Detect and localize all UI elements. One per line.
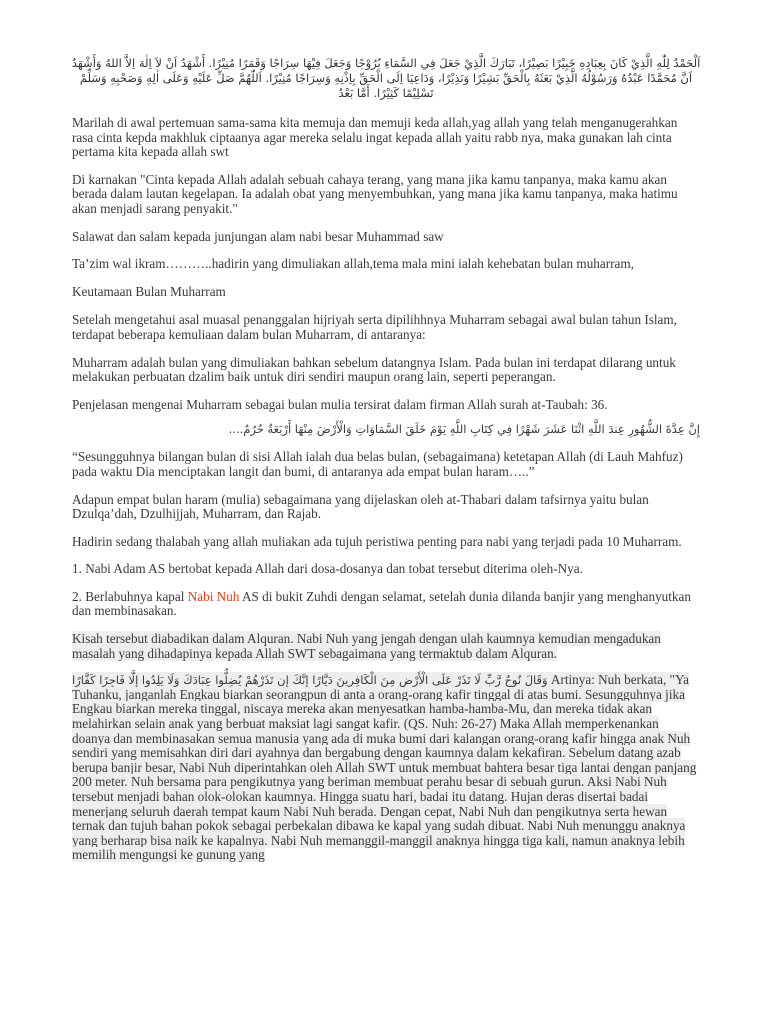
paragraph-alquran-story: Kisah tersebut diabadikan dalam Alquran. Nabi Nuh yang jengah dengan ulah kaumnya kemudian mengadukan masalah yang dihadapinya kepada Allah SWT sebagaimana yang termaktub dalam Alquran. [72, 631, 661, 661]
paragraph-four-months: Adapun empat bulan haram (mulia) sebagaimana yang dijelaskan oleh at-Thabari dalam tafsirnya yaitu bulan Dzulqa’dah, Dzulhijjah, Muharram, dan Rajab. [72, 491, 649, 522]
list-item-nuh [72, 590, 700, 619]
list-item-nuh-after: AS di bukit Zuhdi dengan selamat, setelah dunia dilanda banjir yang menghanyutkan dan membinasakan. [72, 588, 691, 619]
arabic-opening-prayer: اَلْحَمْدُ لِلّٰهِ الَّذِيْ كَانَ بِعِبَادِهِ خَبِيْرًا بَصِيْرًا، تَبَارَكَ الَّذِيْ جَعَلَ فِي السَّمَاءِ بُرُوْجًا وَجَعَلَ فِيْهَا سِرَاجًا وَقَمَرًا مُنِيْرًا. أَشْهَدُ اَنْ لاَ اِلٰهَ اِلاَّ اللهُ وَأَشْهَدُ اَنَّ مُحَمَّدًا عَبْدُهُ وَرَسُوْلُهُ الَّذِيْ بَعَثَهُ بِالْحَقِّ بَشِيْرًا وَنَذِيْرًا، وَدَاعِيَا اِلَى الْحَقِّ بِاِذْنِهِ وَسِرَاجًا مُنِيْرًا. اَللّٰهُمَّ صَلِّ عَلَيْهِ وَعَلَى اٰلِهِ وَصَحْبِهِ وَسَلِّمْ تَسْلِيْمًا كَثِيْرًا. أَمَّا بَعْدُ [71, 56, 701, 100]
nuh-story-text: Artinya: Nuh berkata, "Ya Tuhanku, janganlah Engkau biarkan seorangpun di anta a orang-orang kafir tinggal di atas bumi. Sesungguhnya jika Engkau biarkan mereka tinggal, niscaya mereka akan menyesatkan hamba-hamba-Mu, dan mereka tidak akan melahirkan selain anak yang berbuat maksiat lagi sangat kafir. (QS. Nuh: 26-27) Maka Allah memperkenankan doanya dan membinasakan semua manusia yang ada di muka bumi dari kalangan orang-orang kafir hingga anak Nuh sendiri yang memisahkan diri dari ayahnya dan bergabung dengan kaumnya dalam kekafiran. Sebelum datang azab berupa banjir besar, Nabi Nuh diperintahkan oleh Allah SWT untuk membuat bahtera besar tiga lantai dengan panjang 200 meter. Nuh bersama para pengikutnya yang beriman membuat perahu besar di sebuah gurun. Aksi Nabi Nuh tersebut menjadi bahan olok-olokan kaumnya. Hingga suatu hari, badai itu datang. Hujan deras disertai badai menerjang seluruh daerah tempat kaum Nabi Nuh berada. Dengan cepat, Nabi Nuh dan pengikutnya serta hewan ternak dan tujuh bahan pokok sebagai perbekalan dibawa ke kapal yang sudah dibuat. Nabi Nuh menunggu anaknya yang berharap bisa naik ke kapalnya. Nabi Nuh memanggil-manggil anaknya hingga tiga kali, namun anaknya lebih memilih mengungsi ke gunung yang [72, 672, 697, 863]
paragraph-tazim: Ta’zim wal ikram………..hadirin yang dimuliakan allah,tema mala mini ialah kehebatan bulan muharram, [72, 256, 634, 272]
document-body [72, 116, 700, 876]
paragraph-verse-translation: “Sesungguhnya bilangan bulan di sisi Allah ialah dua belas bulan, (sebagaimana) ketetapan Allah (di Lauh Mahfuz) pada waktu Dia menciptakan langit dan bumi, di antaranya ada empat bulan haram…..” [72, 449, 683, 479]
paragraph-love-quote: Di karnakan "Cinta kepada Allah adalah sebuah cahaya terang, yang mana jika kamu tanpanya, maka kamu akan berada dalam lautan kegelapan. Ia adalah obat yang menyembuhkan, yang mana jika kamu tanpanya, maka hatimu akan menjadi sarang penyakit." [72, 171, 678, 216]
arabic-verse-at-taubah: إِنَّ عِدَّةَ الشُّهُورِ عِندَ اللَّهِ اثْنَا عَشَرَ شَهْرًا فِي كِتَابِ اللَّهِ يَوْمَ خَلَقَ السَّمَاوَاتِ وَالْأَرْضَ مِنْهَا أَرْبَعَةٌ حُرُمٌ.... [228, 422, 700, 437]
paragraph-seven-events: Hadirin sedang thalabah yang allah muliakan ada tujuh peristiwa penting para nabi yang terjadi pada 10 Muharram. [72, 533, 682, 549]
list-item-nuh-before: 2. Berlabuhnya kapal [72, 588, 188, 604]
nabi-nuh-link[interactable]: Nabi Nuh [187, 588, 240, 604]
arabic-verse-nuh: وَقَالَ نُوحٌ رَّبِّ لَا تَذَرْ عَلَى الْأَرْضِ مِنَ الْكَافِرِينَ دَيَّارًا إِنَّكَ إِن تَذَرْهُمْ يُضِلُّوا عِبَادَكَ وَلَا يَلِدُوا إِلَّا فَاجِرًا كَفَّارًا [72, 673, 548, 688]
paragraph-hijriyah: Setelah mengetahui asal muasal penanggalan hijriyah serta dipilihhnya Muharram sebagai awal bulan tahun Islam, terdapat beberapa kemuliaan dalam bulan Muharram, di antaranya: [72, 312, 677, 342]
list-item-adam: 1. Nabi Adam AS bertobat kepada Allah dari dosa-dosanya dan tobat tersebut diterima oleh-Nya. [72, 561, 583, 577]
paragraph-opening: Marilah di awal pertemuan sama-sama kita memuja dan memuji keda allah,yag allah yang telah menganugerahkan rasa cinta kepda makhluk ciptaanya agar mereka selalu ingat kepada allah yaitu rabb nya, maka gunakan lah cinta pertama kita kepada allah swt [72, 115, 678, 160]
paragraph-salawat: Salawat dan salam kepada junjungan alam nabi besar Muhammad saw [72, 228, 444, 244]
paragraph-nuh-story [72, 673, 700, 863]
paragraph-muharram-glory: Muharram adalah bulan yang dimuliakan bahkan sebelum datangnya Islam. Pada bulan ini terdapat dilarang untuk melakukan perbuatan dzalim baik untuk diri sendiri maupun orang lain, seperti peperangan. [72, 354, 676, 385]
paragraph-at-taubah: Penjelasan mengenai Muharram sebagai bulan mulia tersirat dalam firman Allah surah at-Taubah: 36. [72, 396, 608, 412]
section-heading: Keutamaan Bulan Muharram [72, 283, 226, 299]
